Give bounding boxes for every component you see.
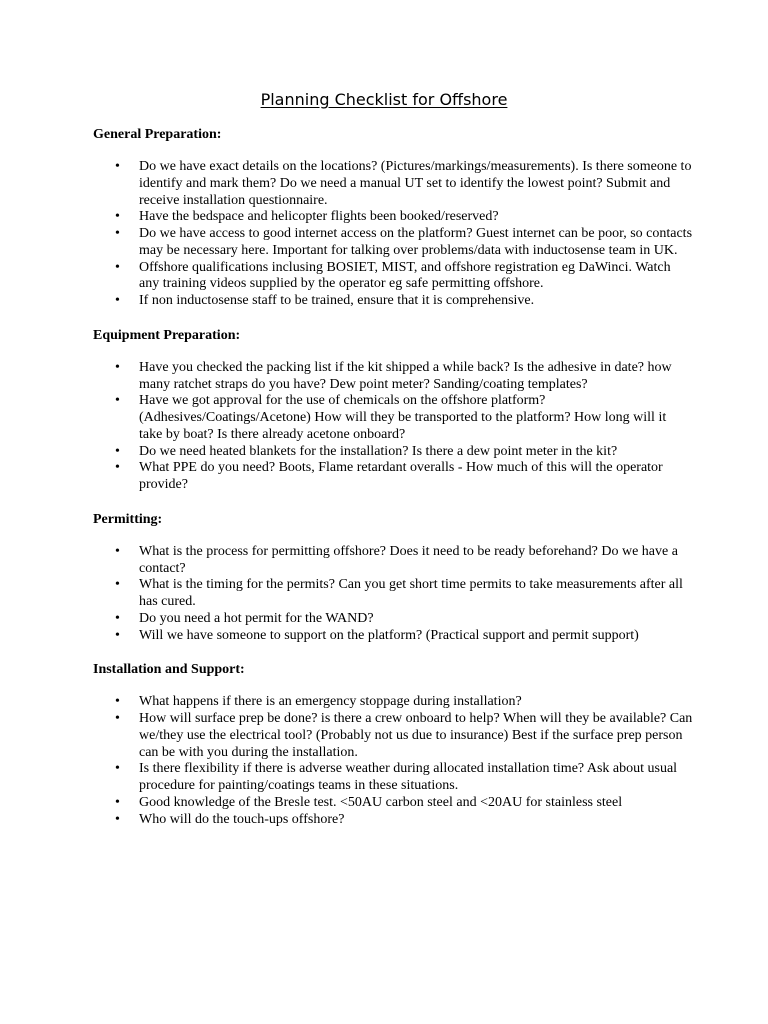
list-item: • What PPE do you need? Boots, Flame retardant overalls - How much of this will the operator provide?: [93, 460, 693, 494]
section-installation-and-support: [93, 661, 693, 828]
checklist: [93, 544, 693, 645]
section-general-preparation: [93, 126, 693, 310]
list-item: • What is the process for permitting offshore? Does it need to be ready beforehand? Do we have a contact?: [93, 544, 693, 578]
list-item: • Good knowledge of the Bresle test. <50AU carbon steel and <20AU for stainless steel: [93, 795, 693, 812]
list-item: • Have we got approval for the use of chemicals on the offshore platform?(Adhesives/Coatings/Acetone) How will they be transported to the platform? How long will it take by boat? Is there already acetone onboard?: [93, 393, 693, 443]
list-item: • Is there flexibility if there is adverse weather during allocated installation time? Ask about usual procedure for painting/coatings teams in these situations.: [93, 761, 693, 795]
list-item: • Do we have access to good internet access on the platform? Guest internet can be poor, so contacts may be necessary here. Important for talking over problems/data with inductosense team in UK.: [93, 226, 693, 260]
list-item: • What happens if there is an emergency stoppage during installation?: [93, 694, 693, 711]
section-heading: Permitting:: [93, 511, 163, 527]
list-item: • Do we have exact details on the locations? (Pictures/markings/measurements). Is there someone to identify and mark them? Do we need a manual UT set to identify the lowest point? Submit and receive installation questionnaire.: [93, 159, 693, 209]
list-item: • Do we need heated blankets for the installation? Is there a dew point meter in the kit?: [93, 444, 693, 461]
section-heading: Equipment Preparation:: [93, 327, 241, 343]
list-item: • Have the bedspace and helicopter flights been booked/reserved?: [93, 209, 693, 226]
section-permitting: [93, 511, 693, 645]
list-item: • Offshore qualifications inclusing BOSIET, MIST, and offshore registration eg DaWinci. Watch any training videos supplied by the operator eg safe permitting offshore.: [93, 260, 693, 294]
list-item: • Do you need a hot permit for the WAND?: [93, 611, 693, 628]
section-equipment-preparation: [93, 327, 693, 494]
checklist: [93, 159, 693, 310]
document-title: Planning Checklist for Offshore: [260, 90, 508, 109]
checklist: [93, 694, 693, 828]
list-item: • How will surface prep be done? is there a crew onboard to help? When will they be available? Can we/they use the electrical tool? (Probably not us due to insurance) Best if the surface prep person can be with you during the installation.: [93, 711, 693, 761]
list-item: • What is the timing for the permits? Can you get short time permits to take measurements after all has cured.: [93, 577, 693, 611]
list-item: • Who will do the touch-ups offshore?: [93, 812, 693, 829]
section-heading: General Preparation:: [93, 127, 222, 142]
document-body: [93, 126, 693, 845]
list-item: • Will we have someone to support on the platform? (Practical support and permit support): [93, 628, 693, 645]
list-item: • If non inductosense staff to be trained, ensure that it is comprehensive.: [93, 293, 693, 310]
checklist: [93, 360, 693, 494]
list-item: • Have you checked the packing list if the kit shipped a while back? Is the adhesive in date? how many ratchet straps do you have? Dew point meter? Sanding/coating templates?: [93, 360, 693, 394]
section-heading: Installation and Support:: [93, 662, 245, 678]
